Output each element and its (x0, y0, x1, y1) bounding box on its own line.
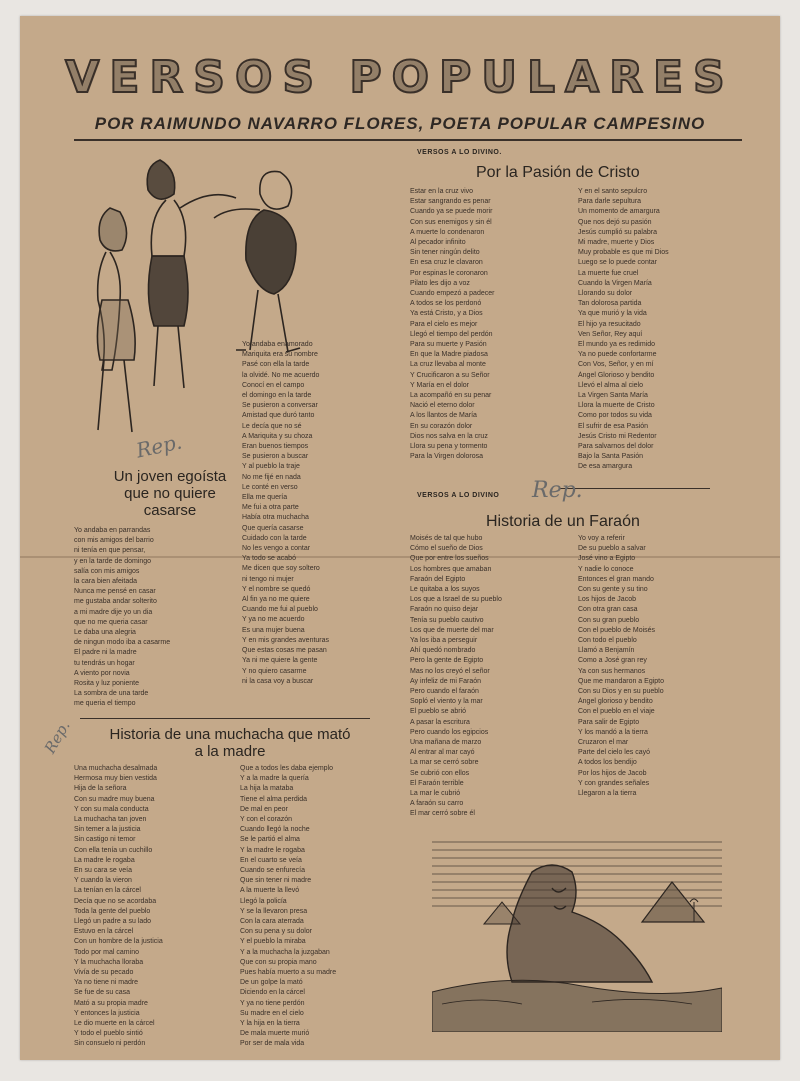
verse-line: El sufrir de esa Pasión (578, 422, 649, 430)
verse-line: Vivía de su pecado (74, 969, 134, 977)
handwritten-rep-2: Rep. (532, 478, 583, 503)
verse-line: Y con grandes señales (578, 779, 650, 787)
verse-line: Muy probable es que mi Dios (578, 249, 669, 257)
verse-line: Sin castigo ni temor (74, 836, 136, 844)
verse-line: Y ya no me acuerdo (242, 616, 305, 624)
verse-line: A pasar la escritura (410, 718, 470, 726)
verse-line: La acompañó en su penar (410, 392, 492, 400)
verse-line: Y el nombre se quedó (242, 585, 311, 593)
verse-line: De esa amargura (578, 463, 633, 471)
verse-line: Nació el eterno dolor (410, 402, 475, 410)
verse-line: ni la casa voy a buscar (242, 677, 314, 685)
verse-line: Se le partió el alma (240, 836, 300, 844)
verse-line: A faraón su carro (410, 800, 464, 808)
verse-line: De un golpe la mató (240, 979, 303, 987)
verse-line: Toda la gente del pueblo (74, 907, 151, 915)
verse-line: con mis amigos del barrio (74, 537, 154, 545)
verse-line: Y al pueblo la traje (242, 463, 300, 471)
verse-line: Sopló el viento y la mar (410, 698, 483, 706)
verse-line: Sin consuelo ni perdón (74, 1040, 146, 1048)
verse-line: Ya ni me quiere la gente (242, 657, 318, 665)
verse-line: Sin temer a la justicia (74, 826, 141, 834)
verse-line: Como por todos su vida (578, 412, 652, 420)
verse-line: Ángel glorioso y bendito (578, 698, 653, 706)
verse-line: Dios nos salva en la cruz (410, 432, 488, 440)
verse-line: Decía que no se acordaba (74, 897, 157, 905)
verse-line: En esa cruz le clavaron (410, 259, 483, 267)
verse-line: Una muchacha desalmada (74, 765, 158, 772)
verse-line: el domingo en la tarde (242, 392, 312, 400)
verse-line: Ay infeliz de mi Faraón (410, 677, 482, 685)
verse-line: Cuando llegó la noche (240, 826, 310, 834)
verse-line: Estar en la cruz vivo (410, 188, 474, 195)
verse-line: Y la hija en la tierra (240, 1020, 300, 1028)
verse-line: Al pecador infinito (410, 239, 466, 247)
verse-line: Para salir de Egipto (578, 718, 640, 726)
verse-line: Su madre en el cielo (240, 1009, 304, 1017)
verse-line: Llorando su dolor (578, 290, 633, 298)
poem-faraon-column-b (578, 534, 728, 799)
verse-line: Yo andaba enamorado (242, 341, 313, 348)
verse-line: Ven Señor, Rey aquí (578, 330, 643, 338)
verse-line: Para salvarnos del dolor (578, 443, 654, 451)
verse-line: Ya no tiene ni madre (74, 979, 139, 987)
verse-line: La Virgen Santa María (578, 392, 648, 400)
verse-line: José vino a Egipto (578, 555, 636, 563)
verse-line: Pero cuando los egipcios (410, 728, 489, 736)
verse-line: Sin tener ningún delito (410, 249, 480, 257)
sphinx-illustration (432, 832, 722, 1032)
verse-line: Que me mandaron a Egipto (578, 677, 664, 685)
verse-line: Estuvo en la cárcel (74, 928, 134, 936)
verse-line: Con todo el pueblo (578, 637, 637, 645)
verse-line: La cruz llevaba al monte (410, 361, 486, 369)
section-label-divino-1: VERSOS A LO DIVINO. (417, 149, 502, 156)
verse-line: Y a la muchacha la juzgaban (240, 948, 330, 956)
verse-line: No me fijé en nada (242, 473, 301, 481)
verse-line: Y no quiero casarme (242, 667, 307, 675)
verse-line: Que a todos les daba ejemplo (240, 765, 334, 772)
poem-pasion-column-b (578, 187, 728, 473)
verse-line: Pasé con ella la tarde (242, 361, 310, 369)
verse-line: Hermosa muy bien vestida (74, 775, 157, 783)
verse-line: Llora la muerte de Cristo (578, 402, 655, 410)
verse-line: Por los hijos de Jacob (578, 769, 647, 777)
section-label-divino-2: VERSOS A LO DIVINO (417, 492, 500, 499)
verse-line: La madre le rogaba (74, 856, 135, 864)
verse-line: Ya no puede confortarme (578, 351, 657, 359)
verse-line: Bajo la Santa Pasión (578, 453, 643, 461)
verse-line: Cuando se enfurecía (240, 867, 305, 875)
verse-line: Es una mujer buena (242, 626, 305, 634)
verse-line: Tiene el alma perdida (240, 795, 308, 803)
verse-line: Se pusieron a conversar (242, 402, 318, 410)
verse-line: Al fin ya no me quiere (242, 596, 310, 604)
verse-line: A Mariquita y su choza (242, 432, 313, 440)
verse-line: El pueblo se abrió (410, 708, 467, 716)
verse-line: Pero cuando el faraón (410, 688, 479, 696)
verse-line: Llegó un padre a su lado (74, 918, 152, 926)
handwritten-rep-1: Rep. (134, 429, 185, 463)
poem-title-pasion: Por la Pasión de Cristo (476, 164, 640, 181)
verse-line: No les vengo a contar (242, 545, 311, 553)
verse-line: Que quería casarse (242, 524, 304, 532)
poem-title-joven-line3: casarse (143, 502, 197, 519)
verse-line: Pues había muerto a su madre (240, 969, 337, 977)
verse-line: Tan dolorosa partida (578, 300, 642, 308)
verse-line: Para la Virgen dolorosa (410, 453, 484, 461)
verse-line: Cuando me fui al pueblo (242, 606, 318, 614)
poem-joven-column-a (74, 526, 234, 710)
verse-line: Faraón del Egipto (410, 575, 466, 583)
poem-title-joven-line1: Un joven egoísta (113, 468, 227, 485)
verse-line: Los hijos de Jacob (578, 596, 636, 604)
verse-line: Con un hombre de la justicia (74, 938, 163, 946)
verse-line: Llamó a Benjamín (578, 647, 635, 655)
verse-line: En que la Madre piadosa (410, 351, 488, 359)
verse-line: me gustaba andar solterito (74, 598, 157, 606)
verse-line: Rosita y luz poniente (74, 680, 139, 688)
verse-line: Y Crucificaron a su Señor (410, 371, 490, 379)
verse-line: Y en mis grandes aventuras (242, 636, 330, 644)
verse-line: Mató a su propia madre (74, 999, 148, 1007)
verse-line: Como a José gran rey (578, 657, 647, 665)
verse-line: Con sus enemigos y sin él (410, 218, 492, 226)
verse-line: Ella me quería (242, 494, 288, 502)
verse-line: Luego se lo puede contar (578, 259, 658, 267)
verse-line: Faraón no quiso dejar (410, 606, 479, 614)
poem-title-muchacha (70, 726, 390, 760)
verse-line: Pilato les dijo a voz (410, 279, 470, 287)
verse-line: Llegaron a la tierra (578, 790, 637, 798)
verse-line: Mi madre, muerte y Dios (578, 239, 655, 247)
verse-line: La muchacha tan joven (74, 816, 147, 824)
verse-line: Ya todo se acabó (242, 555, 296, 563)
verse-line: la cara bien afeitada (74, 578, 138, 586)
verse-line: Una mañana de marzo (410, 739, 482, 747)
masthead-title: VERSOS POPULARES (65, 52, 735, 103)
verse-line: Para el cielo es mejor (410, 320, 478, 328)
verse-line: Todo por mal camino (74, 948, 139, 956)
verse-line: En el cuarto se veía (240, 856, 302, 864)
verse-line: Que por entre los sueños (410, 555, 489, 563)
verse-line: Por espinas le coronaron (410, 269, 488, 277)
verse-line: La tenían en la cárcel (74, 887, 141, 895)
verse-line: A todos se los perdonó (410, 300, 482, 308)
poem-faraon-column-a (410, 534, 570, 820)
verse-line: Y con su mala conducta (74, 805, 149, 813)
verse-line: Y todo el pueblo sintió (74, 1030, 143, 1038)
verse-line: Me dicen que soy soltero (242, 565, 320, 573)
verse-line: Con la cara aterrada (240, 918, 304, 926)
poem-muchacha-column-a (74, 764, 234, 1050)
verse-line: Parte del cielo les cayó (578, 749, 650, 757)
verse-line: Con Vos, Señor, y en mí (578, 361, 654, 369)
verse-line: Con otra gran casa (578, 606, 638, 614)
poem-title-muchacha-line2: a la madre (194, 743, 266, 760)
verse-line: Ahí quedó nombrado (410, 647, 476, 655)
verse-line: Los hombres que amaban (410, 565, 492, 573)
verse-line: La sombra de una tarde (74, 690, 149, 698)
verse-line: ni tengo ni mujer (242, 575, 294, 583)
verse-line: Ya con sus hermanos (578, 667, 646, 675)
verse-line: Y se la llevaron presa (240, 907, 308, 915)
masthead-rule (74, 139, 742, 141)
verse-line: Con el pueblo de Moisés (578, 626, 656, 634)
verse-line: Cuando la Virgen María (578, 279, 652, 287)
poem-muchacha-column-b (240, 764, 400, 1050)
verse-line: Llora su pena y tormento (410, 443, 488, 451)
verse-line: Se pusieron a buscar (242, 453, 309, 461)
verse-line: Y con el corazón (240, 816, 293, 824)
verse-line: Cómo el sueño de Dios (410, 545, 483, 553)
verse-line: Yo voy a referir (578, 535, 625, 542)
verse-line: Para darle sepultura (578, 198, 642, 206)
verse-line: Yo andaba en parrandas (74, 527, 151, 534)
verse-line: Al entrar al mar cayó (410, 749, 475, 757)
verse-line: Pero la gente de Egipto (410, 657, 484, 665)
verse-line: Y en el santo sepulcro (578, 188, 648, 195)
verse-line: Con su madre muy buena (74, 795, 155, 803)
verse-line: Jesús cumplió su palabra (578, 228, 657, 236)
verse-line: de ningun modo iba a casarme (74, 639, 171, 647)
verse-line: Llevó el alma al cielo (578, 381, 643, 389)
verse-line: En su cara se veía (74, 867, 132, 875)
poem-pasion-column-a (410, 187, 585, 462)
verse-line: Tenía su pueblo cautivo (410, 616, 484, 624)
verse-line: Y entonces la justicia (74, 1009, 140, 1017)
verse-line: El mundo ya es redimido (578, 341, 656, 349)
verse-line: Con su gente y su tino (578, 586, 648, 594)
verse-line: De su pueblo a salvar (578, 545, 646, 553)
verse-line: Eran buenos tiempos (242, 443, 309, 451)
verse-line: a mi madre dije yo un dia (74, 608, 153, 616)
verse-line: Le daba una alegria (74, 629, 136, 637)
verse-line: Y los mandó a la tierra (578, 728, 648, 736)
verse-line: De mala muerte murió (240, 1030, 310, 1038)
verse-line: Conocí en el campo (242, 381, 305, 389)
verse-line: que no me queria casar (74, 618, 148, 626)
verse-line: Los que a Israel de su pueblo (410, 596, 502, 604)
verse-line: Los que de muerte del mar (410, 626, 494, 634)
verse-line: Y la madre le rogaba (240, 846, 305, 854)
verse-line: Diciendo en la cárcel (240, 989, 305, 997)
verse-line: Con el pueblo en el viaje (578, 708, 655, 716)
verse-line: me queria el tiempo (74, 700, 136, 708)
poem-title-faraon: Historia de un Faraón (486, 513, 640, 530)
verse-line: Con ella tenía un cuchillo (74, 846, 153, 854)
verse-line: Se cubrió con ellos (410, 769, 470, 777)
verse-line: Le conté en verso (242, 483, 298, 491)
verse-line: Que sin tener ni madre (240, 877, 312, 885)
verse-line: Cruzaron el mar (578, 739, 629, 747)
verse-line: La hija la mataba (240, 785, 294, 793)
verse-line: Y el pueblo la miraba (240, 938, 306, 946)
verse-line: Nunca me pensé en casar (74, 588, 156, 596)
verse-line: Y María en el dolor (410, 381, 470, 389)
verse-line: Con su Dios y en su pueblo (578, 688, 664, 696)
verse-line: El hijo ya resucitado (578, 320, 641, 328)
verse-line: A todos los bendijo (578, 759, 637, 767)
verse-line: En su corazón dolor (410, 422, 473, 430)
verse-line: Hija de la señora (74, 785, 127, 793)
verse-line: Me fui a otra parte (242, 504, 299, 512)
verse-line: Se fue de su casa (74, 989, 131, 997)
verse-line: Que estas cosas me pasan (242, 647, 327, 655)
verse-line: De mal en peor (240, 805, 288, 813)
verse-line: Entonces el gran mando (578, 575, 654, 583)
verse-line: El mar cerró sobre él (410, 810, 475, 818)
verse-line: salía con mis amigos (74, 567, 140, 575)
verse-line: Ya los iba a perseguir (410, 637, 478, 645)
verse-line: Había otra muchacha (242, 514, 309, 522)
verse-line: Llegó el tiempo del perdón (410, 330, 493, 338)
verse-line: La mar le cubrió (410, 790, 461, 798)
verse-line: Estar sangrando es penar (410, 198, 491, 206)
verse-line: Con su pena y su dolor (240, 928, 312, 936)
verse-line: Le quitaba a los suyos (410, 586, 480, 594)
verse-line: Moisés de tal que hubo (410, 535, 483, 542)
verse-line: Para su muerte y Pasión (410, 341, 487, 349)
poem-title-joven-line2: que no quiere (124, 485, 216, 502)
verse-line: Que con su propia mano (240, 958, 317, 966)
verse-line: y en la tarde de domingo (74, 557, 152, 565)
verse-line: Jesús Cristo mi Redentor (578, 432, 657, 440)
verse-line: Le decía que no sé (242, 422, 302, 430)
masthead-subtitle: POR RAIMUNDO NAVARRO FLORES, POETA POPULAR CAMPESINO (94, 114, 706, 133)
verse-line: Ángel Glorioso y bendito (578, 371, 655, 379)
verse-line: Le dio muerte en la cárcel (74, 1020, 155, 1028)
verse-line: Un momento de amargura (578, 208, 660, 216)
poem-title-joven (70, 468, 270, 519)
verse-line: ni tenía en que pensar, (74, 547, 146, 555)
verse-line: Por ser de mala vida (240, 1040, 305, 1048)
verse-line: la olvidé. No me acuerdo (242, 371, 320, 379)
verse-line: La mar se cerró sobre (410, 759, 479, 767)
verse-line: El Faraón terrible (410, 779, 464, 787)
verse-line: Cuando ya se puede morir (410, 208, 493, 216)
handwritten-rep-3: Rep. (40, 717, 74, 757)
verse-line: Llegó la policía (240, 897, 287, 905)
verse-line: A viento por novia (74, 669, 130, 677)
verse-line: Y a la madre la quería (240, 775, 309, 783)
divider-rule (80, 718, 370, 719)
poem-title-muchacha-line1: Historia de una muchacha que mató (109, 726, 351, 743)
verse-line: Mariquita era su nombre (242, 351, 318, 359)
verse-line: Mas no los creyó el señor (410, 667, 490, 675)
verse-line: Y la muchacha lloraba (74, 958, 144, 966)
verse-line: Ya que murió y la vida (578, 310, 647, 318)
poem-joven-column-b (242, 340, 402, 687)
verse-line: Cuidado con la tarde (242, 534, 307, 542)
verse-line: Y nadie lo conoce (578, 565, 634, 573)
verse-line: A la muerte la llevó (240, 887, 300, 895)
verse-line: Que nos dejó su pasión (578, 218, 652, 226)
verse-line: La muerte fue cruel (578, 269, 639, 277)
verse-line: A muerte lo condenaron (410, 228, 485, 236)
verse-line: El padre ni la madre (74, 649, 137, 657)
verse-line: Ya está Cristo, y a Dios (410, 310, 483, 318)
verse-line: Y cuando la vieron (74, 877, 132, 885)
verse-line: Y ya no tiene perdón (240, 999, 305, 1007)
verse-line: Con su gran pueblo (578, 616, 640, 624)
verse-line: A los llantos de María (410, 412, 477, 420)
verse-line: Amistad que duró tanto (242, 412, 315, 420)
verse-line: Cuando empezó a padecer (410, 290, 495, 298)
verse-line: tu tendrás un hogar (74, 659, 135, 667)
